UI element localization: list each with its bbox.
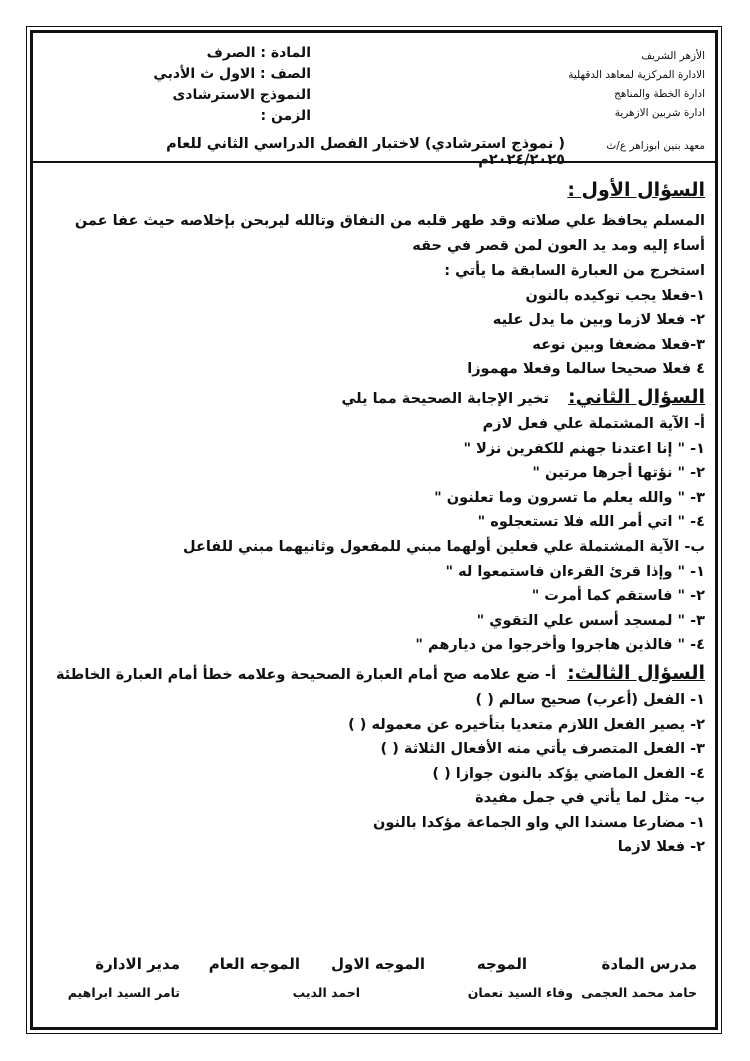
q1-item: ٢- فعلا لازما وبين ما يدل عليه bbox=[492, 312, 705, 329]
q2-b-item: ٢- " فاستقم كما أمرت " bbox=[531, 588, 705, 605]
q2-b-item: ٣- " لمسجد أسس علي التقوي " bbox=[476, 612, 705, 629]
q3-a-item: ٣- الفعل المتصرف يأتي منه الأفعال الثلاثة ( ) bbox=[380, 741, 705, 758]
exam-frame bbox=[30, 30, 718, 1030]
q1-heading: السؤال الأول : bbox=[567, 179, 705, 201]
institution-line: الادارة المركزية لمعاهد الدقهلية bbox=[568, 69, 705, 81]
institution-line: الأزهر الشريف bbox=[641, 50, 705, 62]
exam-title: ( نموذج استرشادي) لاختبار الفصل الدراسي الثاني للعام ٢٠٢٤/٢٠٢٥م bbox=[166, 136, 565, 168]
signature-names bbox=[43, 985, 705, 1015]
q2-part-b: ب- الآية المشتملة علي فعلين أولهما مبني للمفعول وثانيهما مبني للفاعل bbox=[183, 538, 705, 555]
q2-a-item: ٤- " اتي أمر الله فلا تستعجلوه " bbox=[477, 514, 705, 531]
q2-a-item: ٣- " والله يعلم ما تسرون وما تعلنون " bbox=[434, 489, 705, 506]
institution-block bbox=[405, 47, 705, 123]
q2-heading: السؤال الثاني: bbox=[568, 385, 705, 408]
name-supervisor: وفاء السيد نعمان bbox=[467, 985, 573, 1000]
title-director: مدير الادارة bbox=[95, 955, 180, 973]
q2-part-a: أ- الآية المشتملة علي فعل لازم bbox=[482, 415, 705, 432]
q2-a-item: ١- " إنا اعتدنا جهنم للكفرين نزلا " bbox=[463, 440, 705, 457]
q2-a-item: ٢- " نؤتها أجرها مرتين " bbox=[532, 465, 705, 482]
exam-header bbox=[33, 33, 715, 168]
exam-content bbox=[45, 175, 705, 860]
model-line: النموذج الاسترشادى bbox=[172, 87, 311, 103]
q1-item: ٣-فعلا مضعفا وبين نوعه bbox=[532, 336, 705, 353]
institution-line: ادارة شربين الازهرية bbox=[614, 107, 705, 119]
institution-line: ادارة الخطة والمناهج bbox=[614, 88, 705, 100]
name-subject-teacher: حامد محمد العجمى bbox=[581, 985, 697, 1000]
q3-part-b: ب- مثل لما يأتي في جمل مفيدة bbox=[475, 790, 705, 807]
q3-part-a: أ- ضع علامه صح أمام العبارة الصحيحة وعلامه خطأ أمام العبارة الخاطئة bbox=[55, 666, 557, 683]
q3-a-item: ١- الفعل (أعرب) صحيح سالم ( ) bbox=[475, 691, 705, 708]
time-line: الزمن : bbox=[260, 108, 311, 124]
q2-b-item: ١- " وإذا قرئ القرءان فاستمعوا له " bbox=[445, 563, 705, 580]
q1-item: ٤ فعلا صحيحا سالما وفعلا مهموزا bbox=[467, 361, 705, 378]
q3-b-item: ٢- فعلا لازما bbox=[617, 839, 705, 856]
q3-a-item: ٢- يصير الفعل اللازم متعديا بتأخيره عن معموله ( ) bbox=[348, 716, 705, 733]
q2-b-item: ٤- " فالذين هاجروا وأخرجوا من ديارهم " bbox=[415, 637, 705, 654]
subject-line: المادة : الصرف bbox=[206, 45, 311, 61]
grade-line: الصف : الاول ث الأدبي bbox=[153, 66, 311, 82]
name-director: تامر السيد ابراهيم bbox=[67, 985, 180, 1000]
q2-instruction: تخير الإجابة الصحيحة مما يلي bbox=[341, 390, 549, 407]
q3-b-item: ١- مضارعا مسندا الي واو الجماعة مؤكدا بالنون bbox=[373, 814, 705, 831]
title-general-supervisor: الموجه العام bbox=[208, 955, 300, 973]
institute-name: معهد بنين ابوزاهر ع/ث bbox=[606, 140, 705, 152]
q1-passage: المسلم يحافظ علي صلاته وقد طهر قلبه من النفاق وتالله ليربحن بإخلاصه حيث عفا عمن أساء إليه ومد يد العون لمن قصر في حقه bbox=[74, 213, 705, 254]
q3-heading: السؤال الثالث: bbox=[567, 661, 705, 684]
header-divider bbox=[33, 161, 715, 163]
name-general-supervisor: احمد الديب bbox=[292, 985, 360, 1000]
signatures-footer bbox=[43, 955, 705, 1015]
q1-prompt: استخرج من العبارة السابقة ما يأتي : bbox=[444, 263, 705, 279]
title-first-supervisor: الموجه الاول bbox=[330, 955, 425, 973]
signature-titles bbox=[43, 955, 705, 985]
q1-item: ١-فعلا يجب توكيده بالنون bbox=[525, 287, 705, 304]
title-supervisor: الموجه bbox=[476, 955, 527, 973]
title-subject-teacher: مدرس المادة bbox=[601, 955, 697, 973]
q3-a-item: ٤- الفعل الماضي يؤكد بالنون جوازا ( ) bbox=[432, 765, 705, 782]
subject-block bbox=[51, 43, 311, 127]
